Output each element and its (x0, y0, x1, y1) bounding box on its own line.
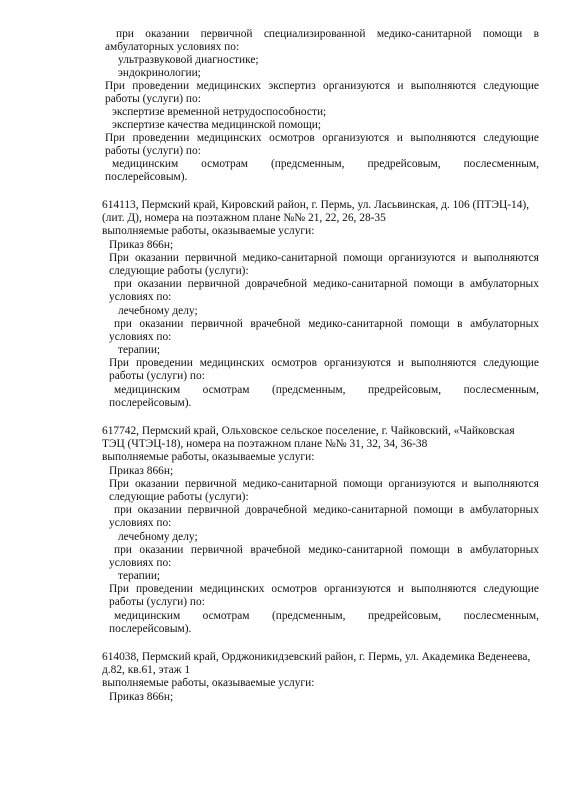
justified-line (109, 252, 539, 265)
word: оказании (134, 478, 179, 490)
word: первичной (184, 252, 237, 264)
word: осмотров (269, 132, 315, 144)
word: в (458, 278, 465, 290)
word: и (397, 357, 405, 369)
text-line: следующие работы (услуги): (109, 265, 249, 277)
text-line: выполняемые работы, оказываемые услуги: (102, 225, 315, 237)
address-line: 614038, Пермский край, Орджоникидзевский район, г. Пермь, ул. Академика Веденеева, (102, 651, 531, 663)
word: помощи (482, 28, 523, 40)
word: предрейсовым, (367, 158, 441, 170)
word: помощи (343, 252, 383, 264)
word: медицинских (199, 357, 265, 369)
word: медицинских (199, 583, 265, 595)
word: амбулаторных (469, 504, 539, 516)
word: проведении (135, 357, 193, 369)
word: помощи (410, 544, 450, 556)
word: оказании (145, 28, 190, 40)
justified-line (109, 583, 539, 596)
word: медико-санитарной (242, 252, 338, 264)
word: следующие (483, 583, 539, 595)
word: При (109, 478, 130, 490)
word: осмотров (271, 583, 318, 595)
order-line: Приказ 866н; (109, 691, 174, 703)
text-line: условиях по: (109, 517, 172, 529)
word: первичной (200, 28, 253, 40)
word: осмотрам (201, 158, 249, 170)
text-line: терапии; (118, 344, 161, 356)
text-line: работы (услуги) по: (109, 596, 205, 608)
word: первичной (184, 478, 237, 490)
order-line: Приказ 866н; (109, 239, 174, 251)
address-line: 617742, Пермский край, Ольховское сельское поселение, г. Чайковский, «Чайковская (102, 425, 515, 437)
word: проведении (135, 583, 193, 595)
word: следующие (483, 132, 539, 144)
word: выполняются (410, 583, 477, 595)
word: при (114, 504, 132, 516)
word: (предсменным, (271, 610, 346, 622)
text-line: ультразвуковой диагностике; (118, 54, 259, 66)
word: медико-санитарной (242, 478, 338, 490)
text-line: лечебному делу; (118, 531, 198, 543)
word: (предсменным, (271, 384, 346, 396)
address-line: ТЭЦ (ЧТЭЦ-18), номера на поэтажном плане №№ 31, 32, 34, 36-38 (102, 438, 428, 450)
word: и (461, 478, 468, 490)
word: в (457, 544, 463, 556)
word: медико-санитарной (312, 504, 408, 516)
word: оказании (139, 318, 184, 330)
text-line: экспертизе качества медицинской помощи; (112, 119, 322, 131)
word: первичной (187, 278, 240, 290)
word: доврачебной (245, 504, 308, 516)
text-line: послерейсовым). (105, 171, 188, 183)
word: предрейсовым, (367, 610, 442, 622)
word: оказании (139, 544, 184, 556)
word: амбулаторных (469, 278, 539, 290)
text-line: послерейсовым). (109, 397, 192, 409)
justified-line (105, 80, 539, 93)
word: при (114, 544, 132, 556)
word: медико-санитарной (308, 544, 403, 556)
word: оказании (137, 504, 182, 516)
word: амбулаторных (470, 318, 539, 330)
text-line: условиях по: (109, 291, 172, 303)
word: помощи (413, 278, 453, 290)
word: и (461, 252, 468, 264)
word: послесменным, (463, 158, 539, 170)
text-line: выполняемые работы, оказываемые услуги: (102, 451, 315, 463)
word: врачебной (250, 318, 301, 330)
word: выполняются (410, 80, 477, 92)
word: амбулаторных (470, 544, 539, 556)
address-line: 614113, Пермский край, Кировский район, г. Пермь, ул. Ласьвинская, д. 106 (ПТЭЦ-14), (102, 199, 530, 211)
word: первичной (187, 504, 240, 516)
word: выполняются (473, 478, 539, 490)
word: следующие (483, 357, 539, 369)
word: медицинским (114, 384, 181, 396)
address-line: д.82, кв.61, этаж 1 (102, 664, 191, 676)
word: первичной (190, 318, 243, 330)
word: (предсменным, (270, 158, 345, 170)
word: проведении (132, 132, 190, 144)
word: организуются (322, 132, 390, 144)
word: предрейсовым, (367, 384, 442, 396)
word: послесменным, (463, 384, 539, 396)
text-line: работы (услуги) по: (105, 93, 201, 105)
word: медико-санитарной (376, 28, 472, 40)
word: медицинским (112, 158, 179, 170)
word: медико-санитарной (308, 318, 403, 330)
justified-line (116, 28, 539, 41)
text-line: экспертизе временной нетрудоспособности; (112, 106, 327, 118)
justified-line (114, 504, 539, 517)
justified-line (114, 278, 539, 291)
word: выполняются (410, 132, 476, 144)
word: помощи (410, 318, 450, 330)
word: при (114, 278, 132, 290)
word: в (533, 28, 539, 40)
word: в (458, 504, 465, 516)
word: организуются (388, 252, 456, 264)
text-line: выполняемые работы, оказываемые услуги: (102, 677, 315, 689)
justified-line (114, 610, 539, 623)
word: помощи (413, 504, 453, 516)
justified-line (112, 158, 539, 171)
word: послесменным, (463, 610, 539, 622)
word: и (396, 132, 403, 144)
word: При (109, 252, 130, 264)
word: При (105, 132, 126, 144)
text-line: амбулаторных условиях по: (105, 41, 240, 53)
word: медико-санитарной (312, 278, 408, 290)
word: при (114, 318, 132, 330)
word: медицинских (196, 132, 262, 144)
word: оказании (134, 252, 179, 264)
justified-line (114, 318, 539, 331)
justified-line (114, 384, 539, 397)
justified-line (109, 357, 539, 370)
word: организуются (323, 583, 391, 595)
word: осмотров (271, 357, 318, 369)
word: проведении (132, 80, 190, 92)
word: первичной (190, 544, 243, 556)
word: следующие (483, 80, 539, 92)
text-line: работы (услуги) по: (105, 145, 201, 157)
text-line: послерейсовым). (109, 623, 192, 635)
word: и (397, 583, 405, 595)
word: и (397, 80, 404, 92)
word: выполняются (473, 252, 539, 264)
text-line: работы (услуги) по: (109, 370, 205, 382)
word: организуются (323, 80, 391, 92)
word: экспертиз (268, 80, 316, 92)
order-line: Приказ 866н; (109, 465, 174, 477)
word: медицинских (196, 80, 262, 92)
word: осмотрам (202, 384, 250, 396)
word: доврачебной (245, 278, 308, 290)
word: в (457, 318, 463, 330)
word: При (109, 357, 130, 369)
text-line: условиях по: (109, 331, 172, 343)
word: организуются (323, 357, 391, 369)
justified-line (105, 132, 539, 145)
address-line: (лит. Д), номера на поэтажном плане №№ 21, 22, 26, 28-35 (102, 212, 386, 224)
word: врачебной (250, 544, 301, 556)
word: оказании (137, 278, 182, 290)
word: осмотрам (202, 610, 250, 622)
text-line: условиях по: (109, 557, 172, 569)
word: При (105, 80, 126, 92)
word: выполняются (410, 357, 477, 369)
justified-line (109, 478, 539, 491)
justified-line (114, 544, 539, 557)
word: при (116, 28, 134, 40)
text-line: лечебному делу; (118, 305, 198, 317)
word: медицинским (114, 610, 181, 622)
word: При (109, 583, 130, 595)
text-line: терапии; (118, 570, 161, 582)
word: специализированной (263, 28, 366, 40)
text-line: следующие работы (услуги): (109, 491, 249, 503)
word: помощи (343, 478, 383, 490)
word: организуются (388, 478, 456, 490)
text-line: эндокринологии; (118, 67, 201, 79)
